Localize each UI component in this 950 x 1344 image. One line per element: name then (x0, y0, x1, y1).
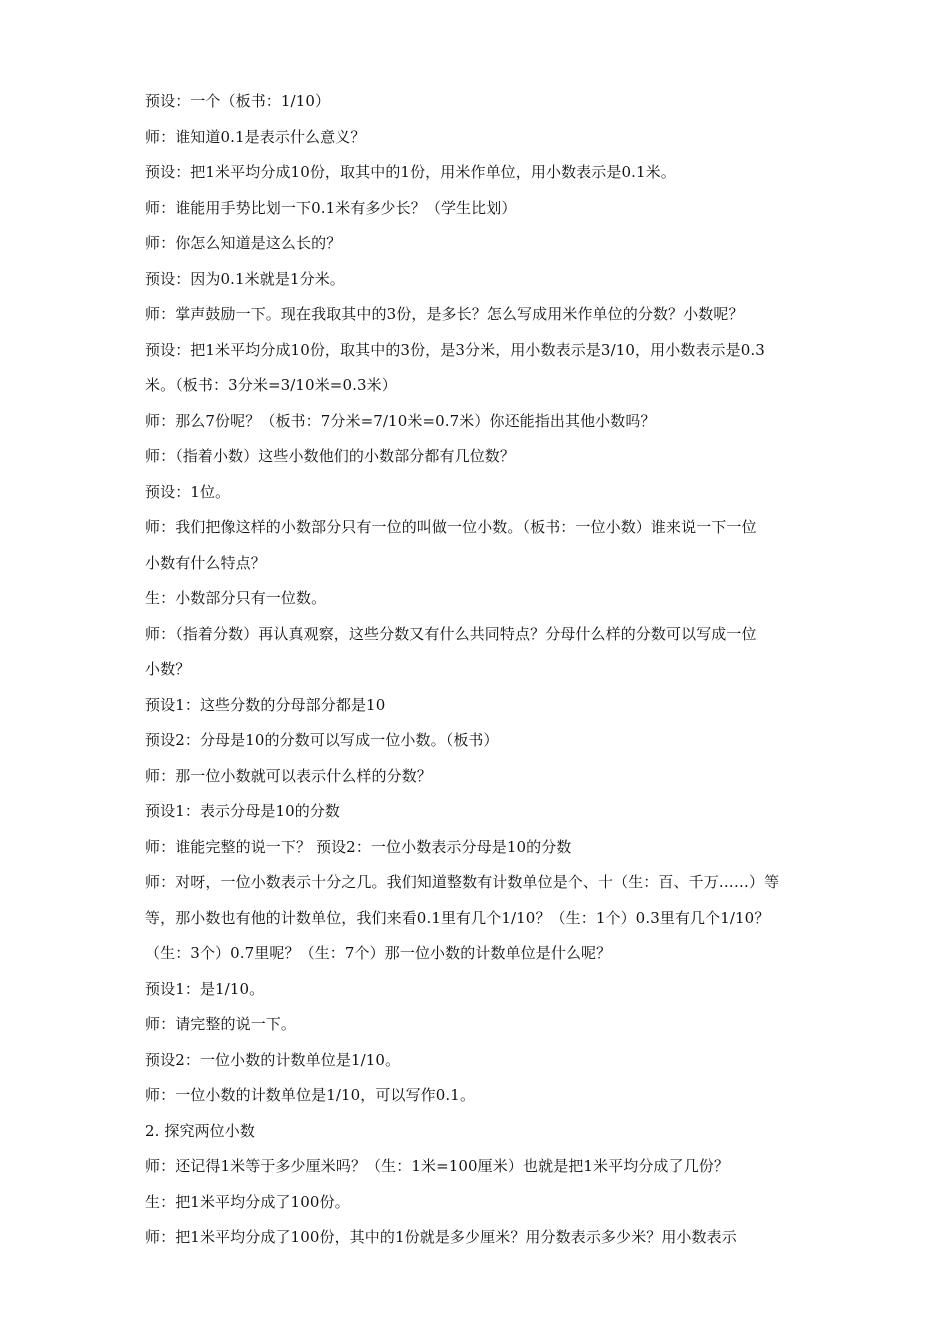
text-line: 预设：因为0.1米就是1分米。 (145, 269, 345, 288)
text-line: 师：（指着分数）再认真观察，这些分数又有什么共同特点？分母什么样的分数可以写成一位 (145, 624, 757, 643)
text-line: 预设1：是1/10。 (145, 979, 265, 998)
text-line: 预设2：分母是10的分数可以写成一位小数。（板书） (145, 731, 499, 749)
text-line: 预设：把1米平均分成10份，取其中的1份，用米作单位，用小数表示是0.1米。 (145, 163, 676, 181)
text-line: 师：掌声鼓励一下。现在我取其中的3份，是多长？怎么写成用米作单位的分数？小数呢？ (145, 305, 744, 323)
text-line: 小数？ (145, 660, 191, 678)
text-line: 预设2：一位小数的计数单位是1/10。 (145, 1050, 401, 1069)
document-body (145, 88, 810, 1260)
section-heading: 2. 探究两位小数 (145, 1121, 255, 1140)
text-line: 师：谁能用手势比划一下0.1米有多少长？（学生比划） (145, 198, 517, 217)
text-line: 生：把1米平均分成了100份。 (145, 1192, 350, 1211)
text-line: 师：我们把像这样的小数部分只有一位的叫做一位小数。（板书：一位小数）谁来说一下一位 (145, 518, 757, 536)
text-line: 师：那一位小数就可以表示什么样的分数？ (145, 766, 432, 785)
text-line: 生：小数部分只有一位数。 (145, 589, 327, 607)
text-line: 师：谁知道0.1是表示什么意义？ (145, 127, 366, 146)
text-line: 师：那么7份呢？（板书：7分米=7/10米=0.7米）你还能指出其他小数吗？ (145, 411, 656, 430)
text-line: 预设：1位。 (145, 482, 231, 501)
text-line: 预设1：表示分母是10的分数 (145, 802, 341, 820)
text-line: 师：你怎么知道是这么长的？ (145, 234, 342, 252)
text-line: 预设1：这些分数的分母部分都是10 (145, 695, 386, 714)
text-line: 预设：一个（板书：1/10） (145, 92, 331, 110)
text-line: 师：把1米平均分成了100份，其中的1份就是多少厘米？用分数表示多少米？用小数表示 (145, 1228, 737, 1246)
text-line: 师：一位小数的计数单位是1/10，可以写作0.1。 (145, 1086, 476, 1104)
text-line: 小数有什么特点？ (145, 553, 266, 572)
text-line: 师：请完整的说一下。 (145, 1015, 297, 1033)
text-line: 预设：把1米平均分成10份，取其中的3份，是3分米，用小数表示是3/10，用小数表示是0.3 (145, 340, 765, 359)
text-line: 师：谁能完整的说一下？ 预设2：一位小数表示分母是10的分数 (145, 837, 572, 856)
text-line: 米。（板书：3分米=3/10米=0.3米） (145, 376, 397, 394)
text-line: （生：3个）0.7里呢？（生：7个）那一位小数的计数单位是什么呢？ (145, 944, 612, 962)
text-line: 等，那小数也有他的计数单位，我们来看0.1里有几个1/10？（生：1个）0.3里有几个1/10？ (145, 908, 770, 927)
text-line: 师：（指着小数）这些小数他们的小数部分都有几位数？ (145, 447, 516, 465)
text-line: 师：还记得1米等于多少厘米吗？（生：1米=100厘米）也就是把1米平均分成了几份？ (145, 1157, 729, 1175)
text-line: 师：对呀，一位小数表示十分之几。我们知道整数有计数单位是个、十（生：百、千万……）等 (145, 873, 780, 891)
